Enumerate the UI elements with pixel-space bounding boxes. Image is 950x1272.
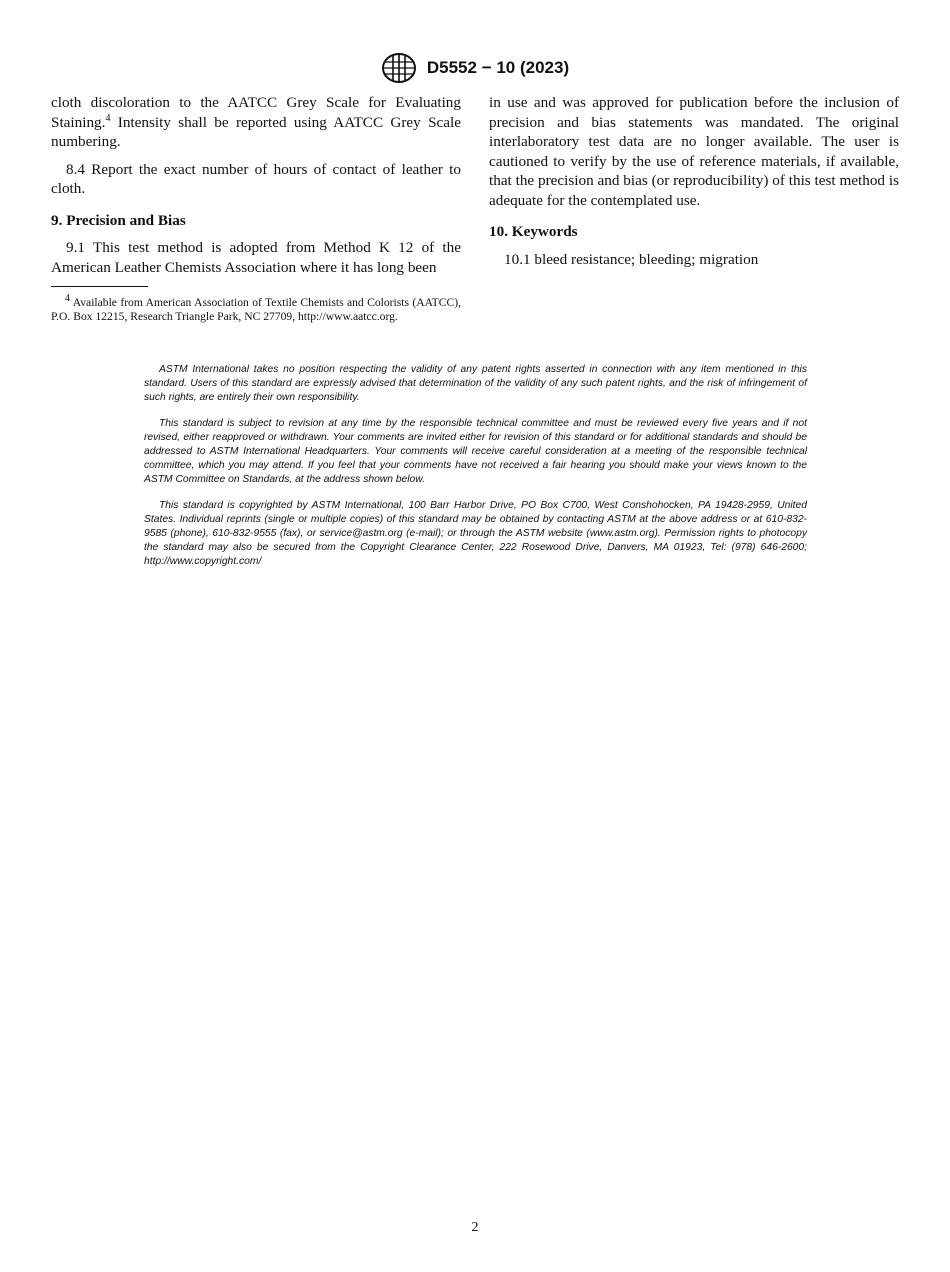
- paragraph-10-1: 10.1 bleed resistance; bleeding; migration: [504, 250, 759, 268]
- continued-paragraph-right: in use and was approved for publication before the inclusion of precision and bias statements was mandated. The original interlaboratory test data are no longer available. The user is cautioned to verify by the use of reference materials, if available, that the precision and bias (or reproducibility) of this test method is adequate for the contemplated use.: [489, 94, 899, 209]
- footnote: [51, 293, 461, 324]
- patent-notice: ASTM International takes no position respecting the validity of any patent rights asserted in connection with any item mentioned in this standard. Users of this standard are expressly advised that determination of the validity of any such patent rights, and the risk of infringement of such rights, are entirely their own responsibility.: [144, 364, 807, 403]
- astm-logo-icon: [381, 52, 417, 84]
- section-heading-10: 10. Keywords: [489, 223, 578, 240]
- continued-paragraph: [51, 93, 461, 152]
- footnote-text: Available from American Association of Textile Chemists and Colorists (AATCC), P.O. Box 12215, Research Triangle Park, NC 27709, http://www.aatcc.org.: [51, 296, 461, 323]
- page-header: [0, 52, 950, 84]
- footnote-divider: [51, 286, 148, 287]
- continued-text-after-ref: Intensity shall be reported using AATCC Grey Scale numbering.: [51, 113, 461, 150]
- paragraph-9-1: 9.1 This test method is adopted from Method K 12 of the American Leather Chemists Association where it has long been: [51, 239, 461, 276]
- right-column: [489, 93, 899, 277]
- revision-notice: This standard is subject to revision at any time by the responsible technical committee and must be reviewed every five years and if not revised, either reapproved or withdrawn. Your comments are invited either for revision of this standard or for additional standards and should be addressed to ASTM International Headquarters. Your comments will receive careful consideration at a meeting of the responsible technical committee, which you may attend. If you feel that your comments have not received a fair hearing you should make your views known to the ASTM Committee on Standards, at the address shown below.: [144, 418, 807, 485]
- footnote-marker: 4: [65, 293, 70, 305]
- left-column: [51, 93, 461, 285]
- paragraph-8-4: 8.4 Report the exact number of hours of contact of leather to cloth.: [51, 160, 461, 197]
- footnote-reference: 4: [105, 112, 111, 124]
- copyright-notice: This standard is copyrighted by ASTM International, 100 Barr Harbor Drive, PO Box C700, West Conshohocken, PA 19428-2959, United States. Individual reprints (single or multiple copies) of this standard may be obtained by contacting ASTM at the above address or at 610-832-9585 (phone), 610-832-9555 (fax), or service@astm.org (e-mail); or through the ASTM website (www.astm.org). Permission rights to photocopy the standard may also be secured from the Copyright Clearance Center, 222 Rosewood Drive, Danvers, MA 01923, Tel: (978) 646-2600; http://www.copyright.com/: [144, 500, 807, 567]
- page-number: 2: [471, 1220, 479, 1235]
- document-code: D5552 − 10 (2023): [426, 58, 570, 77]
- section-heading-9: 9. Precision and Bias: [51, 211, 186, 229]
- astm-notices: [144, 363, 807, 581]
- continued-text-before-ref: cloth discoloration to the AATCC Grey Scale for Evaluating Staining.: [51, 94, 461, 131]
- footnote-body: [51, 293, 461, 324]
